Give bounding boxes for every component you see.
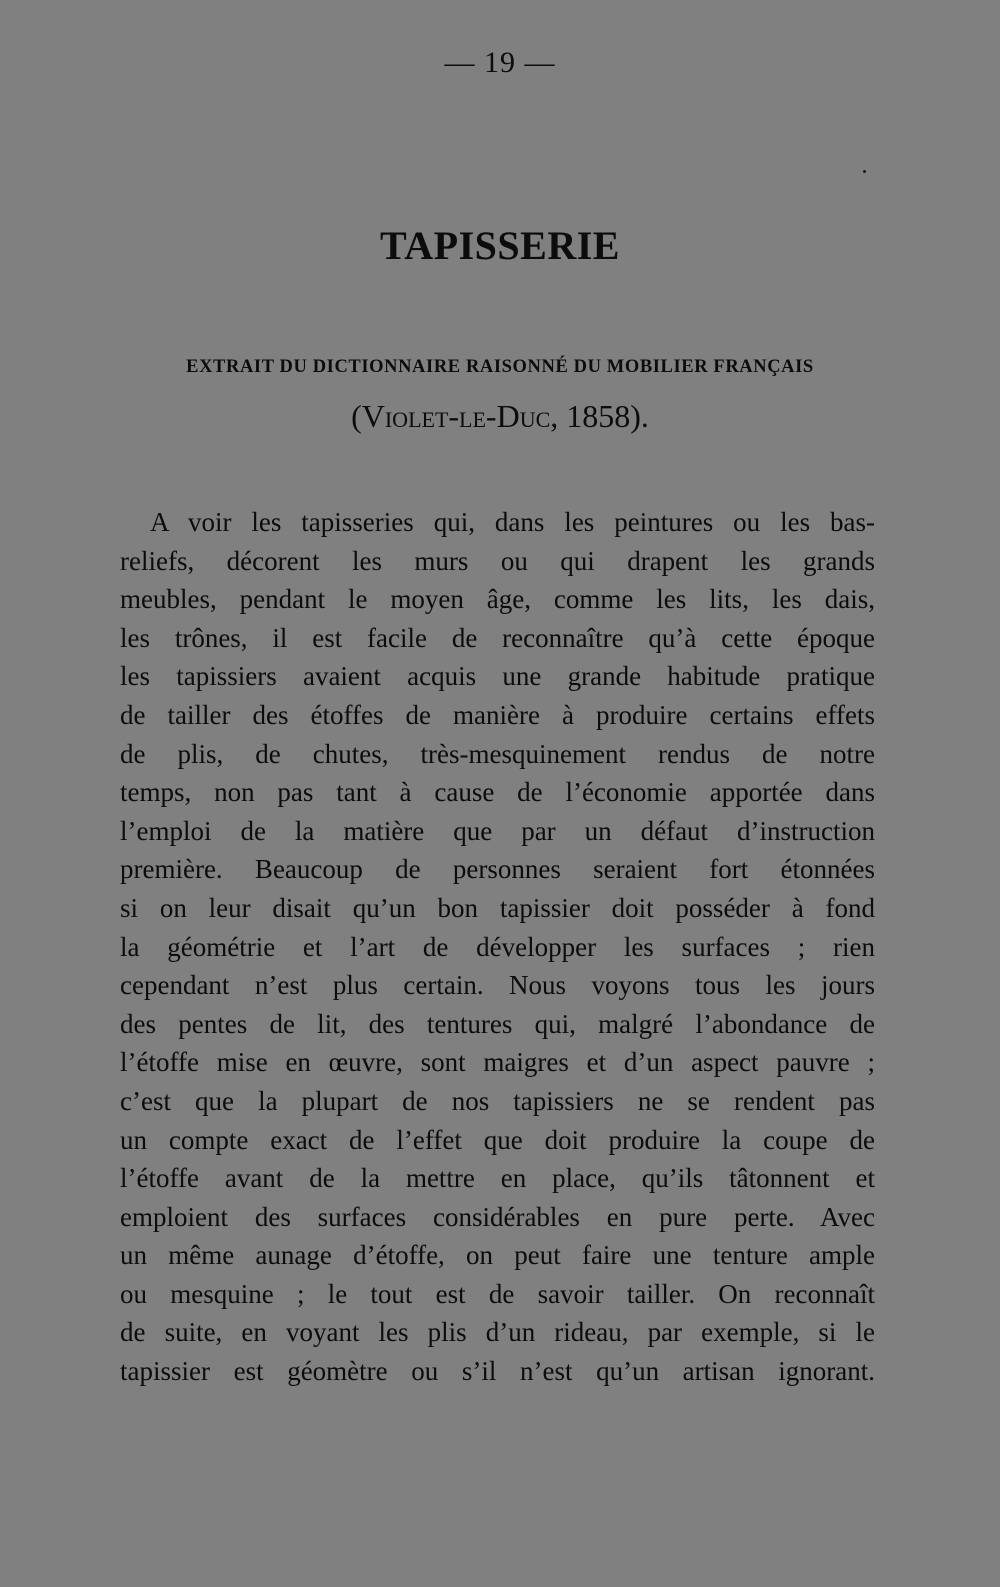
body-line: première. Beaucoup de personnes seraient fort étonnées <box>120 854 875 885</box>
page-title: TAPISSERIE <box>380 223 620 268</box>
body-line: les tapissiers avaient acquis une grande habitude pratique <box>120 661 875 692</box>
body-line: reliefs, décorent les murs ou qui drapent les grands <box>120 545 875 576</box>
body-line: l’étoffe mise en œuvre, sont maigres et d’un aspect pauvre ; <box>120 1047 875 1078</box>
body-line: cependant n’est plus certain. Nous voyons tous les jours <box>120 970 875 1001</box>
body-line: un même aunage d’étoffe, on peut faire une tenture ample <box>120 1240 875 1271</box>
print-speck <box>863 170 866 173</box>
body-paragraph <box>120 503 875 1391</box>
page-number: — 19 — <box>444 46 556 79</box>
body-line: meubles, pendant le moyen âge, comme les lits, les dais, <box>120 584 875 615</box>
body-line: un compte exact de l’effet que doit produire la coupe de <box>120 1124 875 1155</box>
body-line: l’emploi de la matière que par un défaut d’instruction <box>120 815 875 846</box>
body-line: les trônes, il est facile de reconnaître qu’à cette époque <box>120 622 875 653</box>
subtitle-author-date: (Violet-le-Duc, 1858). <box>351 398 649 434</box>
body-line: la géométrie et l’art de développer les surfaces ; rien <box>120 931 875 962</box>
body-line: de suite, en voyant les plis d’un rideau, par exemple, si le <box>120 1317 875 1348</box>
body-line: temps, non pas tant à cause de l’économie apportée dans <box>120 777 875 808</box>
body-line: l’étoffe avant de la mettre en place, qu’ils tâtonnent et <box>120 1163 875 1194</box>
body-line: tapissier est géomètre ou s’il n’est qu’un artisan ignorant. <box>120 1356 875 1387</box>
body-line: ou mesquine ; le tout est de savoir tailler. On reconnaît <box>120 1278 875 1309</box>
body-line: emploient des surfaces considérables en pure perte. Avec <box>120 1201 875 1232</box>
body-line: c’est que la plupart de nos tapissiers ne se rendent pas <box>120 1085 875 1116</box>
body-line: de tailler des étoffes de manière à produire certains effets <box>120 699 875 730</box>
subtitle-source: EXTRAIT DU DICTIONNAIRE RAISONNÉ DU MOBILIER FRANÇAIS <box>186 357 814 377</box>
body-line: A voir les tapisseries qui, dans les peintures ou les bas- <box>150 507 875 537</box>
body-line: de plis, de chutes, très-mesquinement rendus de notre <box>120 738 875 769</box>
body-line: des pentes de lit, des tentures qui, malgré l’abondance de <box>120 1008 875 1039</box>
body-line: si on leur disait qu’un bon tapissier doit posséder à fond <box>120 892 875 923</box>
